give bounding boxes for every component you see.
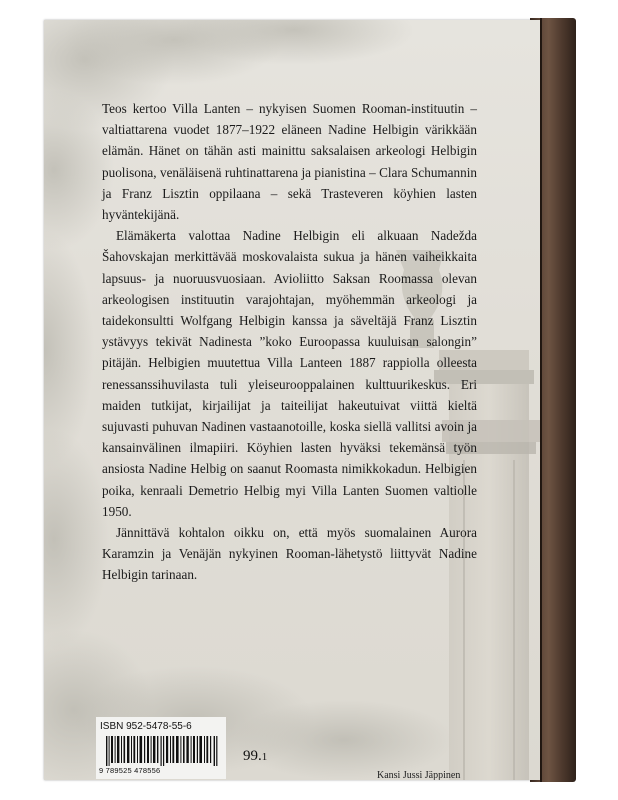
- back-cover: [44, 20, 540, 780]
- barcode-digits: 9 789525 478556: [99, 766, 161, 775]
- library-classification: [243, 748, 267, 765]
- blurb-paragraph-1: Teos kertoo Villa Lanten – nykyisen Suomen Rooman-instituutin – valtiattarena vuodet 1877–1922 eläneen Nadine Helbigin värikkään elämän. Hänet on tähän asti mainittu saksalaisen arkeologi Helbigin puolisona, venäläisenä ruhtinattarena ja pianistina – Clara Schumannin ja Franz Lisztin oppilaana – sekä Trasteveren köyhien lasten hyväntekijänä.: [102, 101, 477, 223]
- barcode-icon: [106, 736, 218, 766]
- spine-edge: [540, 18, 542, 782]
- classification-main: 99.: [243, 748, 262, 764]
- cover-credit: Kansi Jussi Jäppinen: [377, 770, 461, 780]
- blurb-paragraph-2: Elämäkerta valottaa Nadine Helbigin eli alkuaan Nadežda Šahovskajan merkittävää moskovalaista sukua ja hänen vaiheikkaita lapsuus- ja nuoruusvuosiaan. Avioliitto Saksan Roomassa olevan arkeologisen instituutin varajohtajan, myöhemmän arkeologi ja taidekonsultti Wolfgang Helbigin kanssa ja säveltäjä Franz Lisztin ystävyys tekivät Nadinesta ”koko Euroopassa kuuluisan salongin” pitäjän. Helbigien muutettua Villa Lanteen 1887 rappiolla olleesta renessanssihuvilasta tuli yleiseurooppalainen kulttuurikeskus. Eri maiden tutkijat, kirjailijat ja taiteilijat hakeutuivat viittä kieltä sujuvasti puhuvan Nadinen vastaanotoille, koska siellä vallitsi avoin ja kansainvälinen ilmapiiri. Köyhien lasten hyväksi tekemänsä työn ansiosta Nadine Helbig on saanut Roomasta nimikkokadun. Helbigien poika, kenraali Demetrio Helbig myi Villa Lanten Suomen valtiolle 1950.: [102, 228, 477, 519]
- blurb-paragraph-3: Jännittävä kohtalon oikku on, että myös suomalainen Aurora Karamzin ja Venäjän nykyinen Rooman-lähetystö liittyvät Nadine Helbigin tarinaan.: [102, 525, 477, 583]
- isbn-barcode-label: [96, 717, 226, 779]
- isbn-number: ISBN 952-5478-55-6: [100, 721, 192, 732]
- classification-sub: 1: [261, 751, 268, 763]
- back-cover-blurb: [102, 98, 477, 586]
